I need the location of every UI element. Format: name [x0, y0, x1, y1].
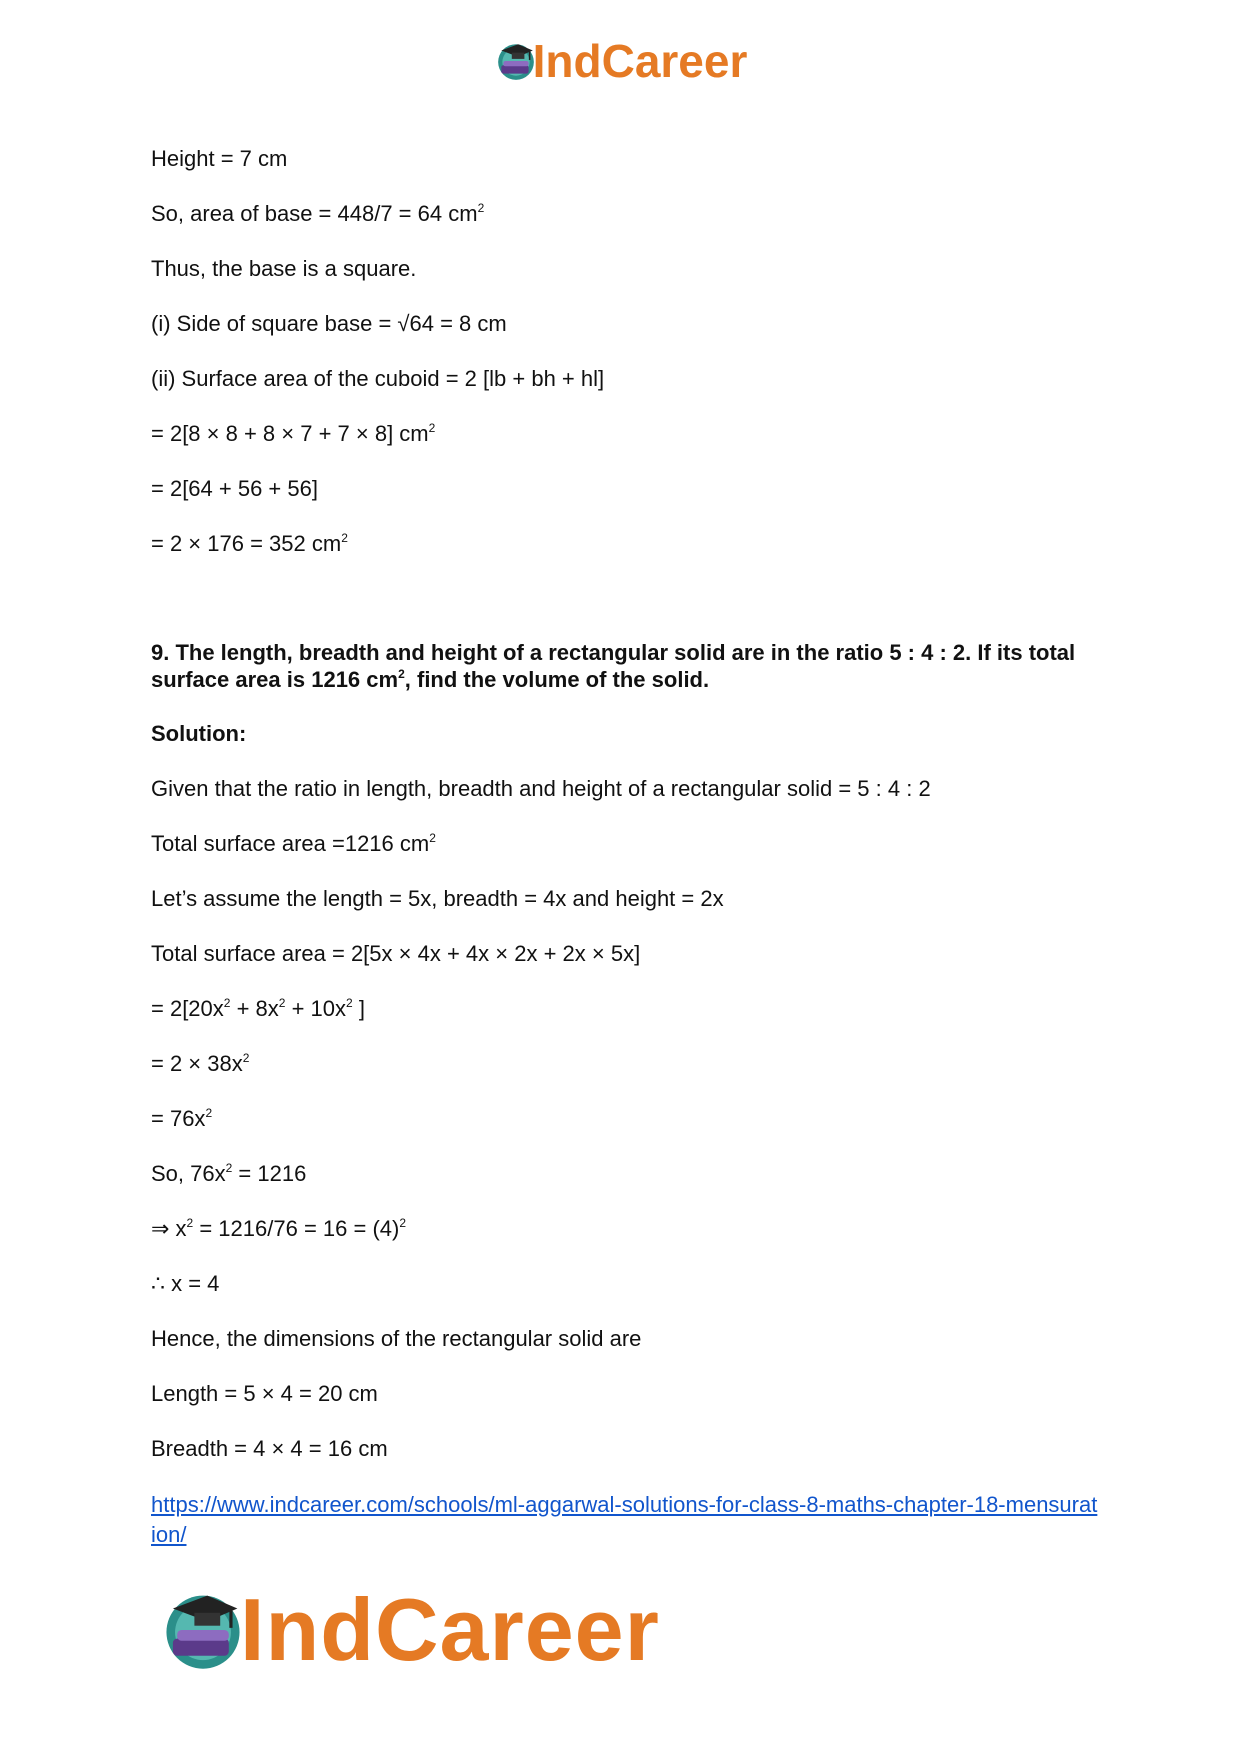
math-line: So, area of base = 448/7 = 64 $cm^2$ [151, 201, 485, 226]
math-line: = $2 \times 38x^2$ [151, 1051, 250, 1076]
math-line: ∴ x = 4 [151, 1271, 220, 1296]
footer-logo-text: IndCareer [240, 1580, 660, 1679]
document-content [151, 145, 1101, 1550]
solution-label: Solution: [151, 721, 247, 746]
math-line: Length = 5 × 4 = 20 cm [151, 1381, 378, 1406]
math-line: = 2[8 × 8 + 8 × 7 + 7 × 8] $cm^2$ [151, 421, 436, 446]
math-line: ⇒ $x^2 = 1216/76 = 16 = (4)^2$ [151, 1216, 407, 1241]
math-line: Height = 7 cm [151, 146, 288, 171]
math-line: = $2[20x^2 + 8x^2 + 10x^2$ ] [151, 996, 365, 1021]
math-line: (i) Side of square base = √64 = 8 cm [151, 311, 507, 336]
math-line: Given that the ratio in length, breadth and height of a rectangular solid = 5 : 4 : 2 [151, 776, 931, 801]
math-line: Total surface area = 2[5x × 4x + 4x × 2x + 2x × 5x] [151, 941, 641, 966]
math-line: So, $76x^2 = 1216$ [151, 1161, 307, 1186]
footer-logo [160, 1580, 660, 1679]
math-line: = 2 × 176 = 352 $cm^2$ [151, 531, 348, 556]
math-line: Total surface area =1216 $cm^2$ [151, 831, 436, 856]
book-grad-cap-icon [495, 40, 537, 82]
solution-lines-top [151, 145, 1101, 557]
math-line: Hence, the dimensions of the rectangular solid are [151, 1326, 642, 1351]
question-9: 9. The length, breadth and height of a rectangular solid are in the ratio 5 : 4 : 2. If its total surface area is 1216 $cm^2$, find the volume of the solid. [151, 640, 1076, 692]
header-logo-text: IndCareer [532, 35, 748, 87]
source-link[interactable]: https://www.indcareer.com/schools/ml-aggarwal-solutions-for-class-8-maths-chapter-18-mensuration/ [151, 1492, 1098, 1547]
math-line: = 2[64 + 56 + 56] [151, 476, 318, 501]
book-grad-cap-icon [160, 1587, 246, 1673]
math-line: (ii) Surface area of the cuboid = 2 [lb + bh + hl] [151, 366, 605, 391]
math-line: Thus, the base is a square. [151, 256, 417, 281]
math-line: Let’s assume the length = 5x, breadth = 4x and height = 2x [151, 886, 724, 911]
solution-lines-bottom [151, 775, 1101, 1462]
math-line: Breadth = 4 × 4 = 16 cm [151, 1436, 388, 1461]
header-logo [0, 35, 1242, 87]
math-line: = $76x^2$ [151, 1106, 213, 1131]
